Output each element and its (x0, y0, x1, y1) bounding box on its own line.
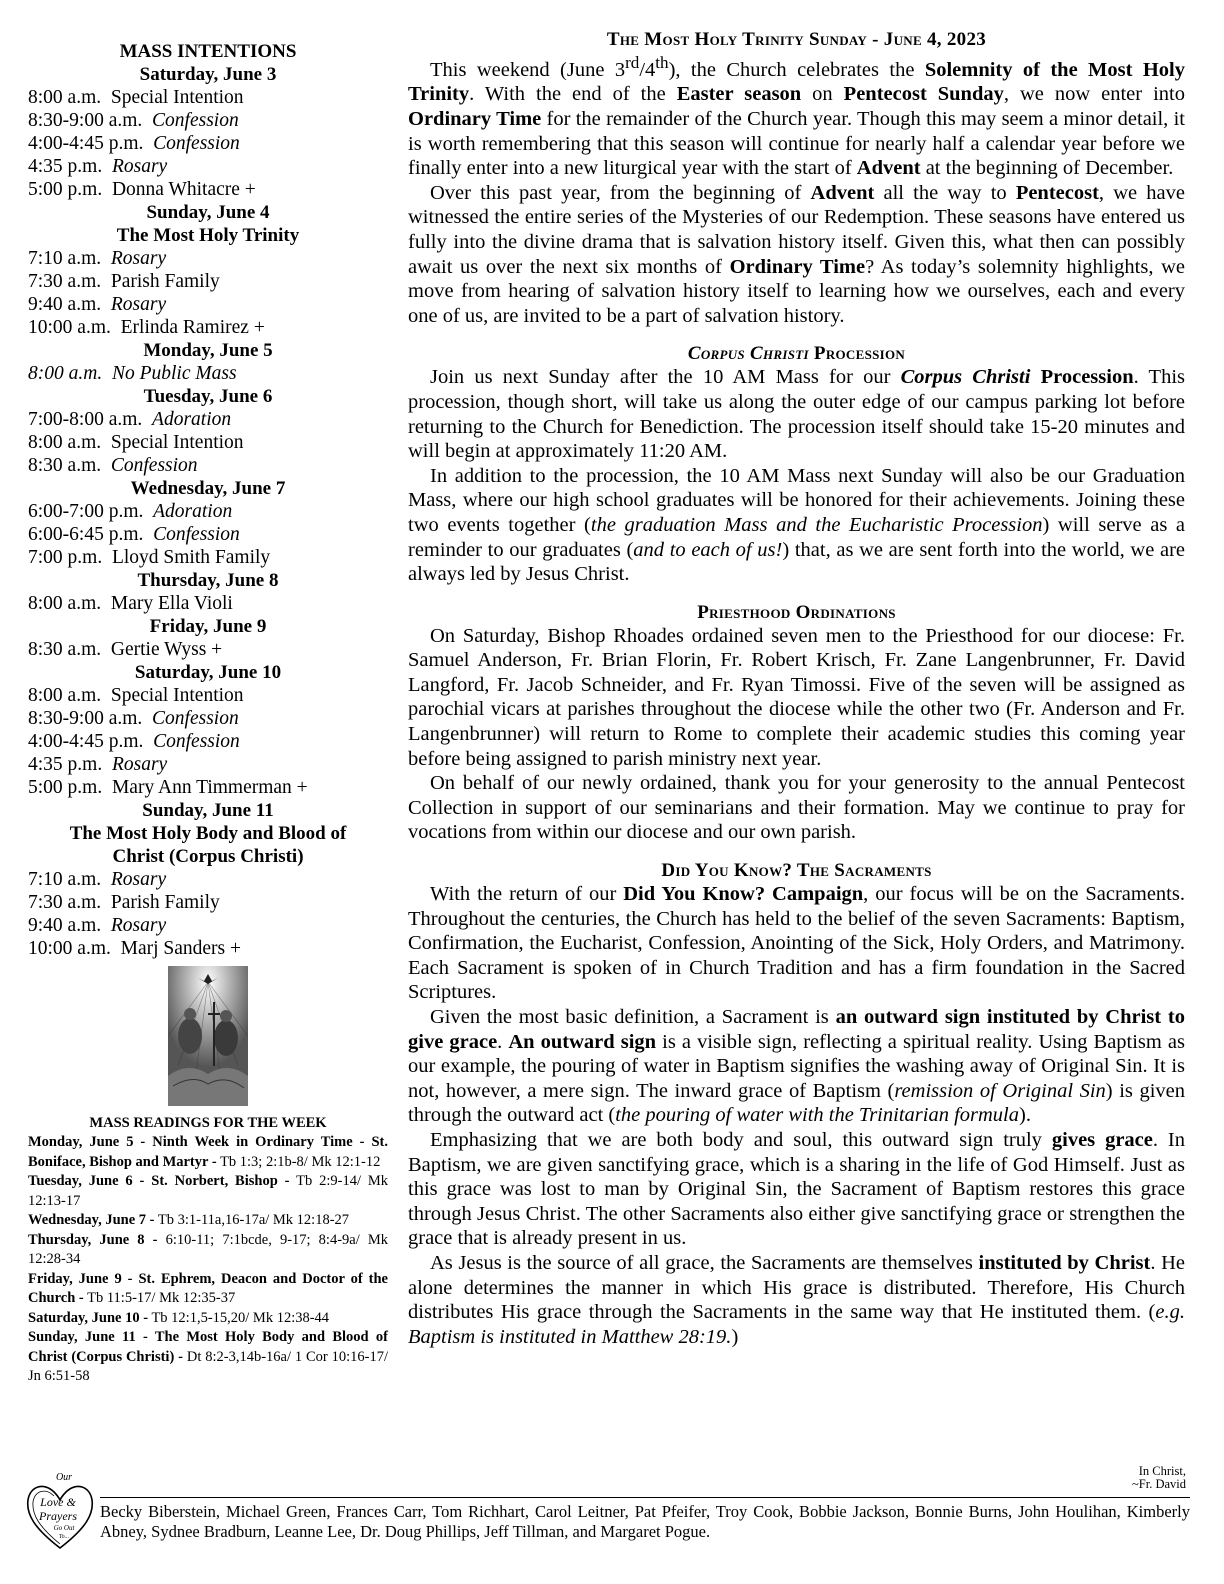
text-run: On behalf of our newly ordained, thank you for your generosity to the annual Pentecost Collection in support of our seminarians and their formation. May we continue to pray for vocations from within our diocese and our own parish. (408, 772, 1185, 844)
reading-day: Wednesday, June 7 - (28, 1212, 155, 1228)
intention-time: 7:10 a.m. (28, 869, 102, 890)
intention-text: Confession (152, 110, 239, 131)
intention-text: Confession (153, 731, 240, 752)
intention-time: 8:00 a.m. (28, 432, 102, 453)
text-run: /4 (639, 58, 656, 81)
logo-word-2: Love & (40, 1495, 76, 1509)
intention-text: Mary Ella Violi (110, 593, 233, 614)
intention-entry (28, 86, 388, 109)
day-heading: Monday, June 5 (143, 340, 273, 361)
text-run: ). (1019, 1104, 1031, 1127)
paragraph (408, 464, 1185, 587)
intention-text: Special Intention (110, 432, 244, 453)
intention-time: 8:30-9:00 a.m. (28, 708, 143, 729)
bold-text: An outward sign (508, 1030, 657, 1053)
left-column (28, 40, 388, 1387)
intention-entry (28, 937, 388, 960)
text-run: all the way to (874, 181, 1016, 204)
day-heading: Saturday, June 10 (134, 662, 282, 683)
text-run: On Saturday, Bishop Rhoades ordained seven men to the Priesthood for our diocese: Fr. Samuel Anderson, Fr. Brian Florin, Fr. Robert Krisch, Fr. Zane Langenbrunner, Fr. David Langford, Fr. Jacob Schneider, and Fr. Ryan Timossi. Five of the seven will be assigned as parochial vicars at parishes throughout the diocese while the other two (Fr. Anderson and Fr. Langenbrunner) will return to Rome to complete their academic studies this coming year before being assigned to parish ministry next year. (408, 624, 1185, 770)
intention-entry (28, 155, 388, 178)
intention-text: Special Intention (110, 685, 244, 706)
intention-time: 9:40 a.m. (28, 915, 102, 936)
intention-text: Parish Family (110, 892, 220, 913)
paragraph (408, 771, 1185, 845)
text-run: on (801, 83, 844, 106)
section-heading: Did You Know? The Sacraments (661, 860, 932, 882)
reading-item (28, 1231, 388, 1270)
signature-name: ~Fr. David (1132, 1477, 1186, 1491)
text-run: ) will serve as a reminder to our graduates ( (408, 513, 1185, 561)
reading-item (28, 1309, 388, 1329)
logo-word-1: Our (55, 1472, 73, 1483)
day-heading: Friday, June 9 (149, 616, 267, 637)
intention-time: 8:00 a.m. (28, 685, 102, 706)
reading-refs: Tb 11:5-17/ Mk 12:35-37 (87, 1290, 236, 1306)
italic-text: Corpus Christi (687, 343, 809, 365)
day-heading: Christ (Corpus Christi) (112, 846, 304, 867)
text-run: ? As today’s solemnity highlights, we move from hearing of salvation history itself to learning how we ourselves, each and every one of us, are invited to be a part of salvation history. (408, 255, 1185, 327)
mass-intentions-list (28, 63, 388, 960)
reading-refs: Dt 8:2-3,14b-16a/ 1 Cor 10:16-17/ Jn 6:51-58 (28, 1348, 389, 1384)
paragraph (408, 181, 1185, 329)
reading-item (28, 1328, 388, 1387)
intention-time: 10:00 a.m. (28, 317, 111, 338)
intention-entry (28, 408, 388, 431)
mass-intentions-title: MASS INTENTIONS (119, 41, 297, 62)
intention-text: Rosary (110, 915, 167, 936)
paragraph (408, 624, 1185, 772)
italic-text: e.g. Baptism is instituted in Matthew 28:19. (408, 1301, 1185, 1348)
text-run: ) is given through the outward act ( (408, 1079, 1185, 1127)
paragraph (408, 51, 1185, 181)
intention-entry (28, 914, 388, 937)
reading-item (28, 1211, 388, 1231)
text-run: at the beginning of December. (920, 157, 1174, 180)
intention-time: 8:00 a.m. (28, 87, 102, 108)
bold-text: Did You Know? Campaign (623, 883, 864, 906)
italic-text: remission of Original Sin (894, 1079, 1106, 1102)
intention-time: 8:30-9:00 a.m. (28, 110, 143, 131)
text-run: , our focus will be on the Sacraments. Throughout the centuries, the Church has held to the belief of the seven Sacraments: Baptism, Confirmation, the Eucharist, Confession, Anointing of the Sick, Holy Orders, and Matrimony. Each Sacrament is spoken of in Church Tradition and has a firm foundation in the Sacred Scriptures. (408, 883, 1185, 1004)
readings-title: MASS READINGS FOR THE WEEK (89, 1115, 327, 1131)
intention-time: 6:00-7:00 p.m. (28, 501, 144, 522)
bold-text: Pentecost Sunday (843, 83, 1004, 106)
reading-refs: Tb 3:1-11a,16-17a/ Mk 12:18-27 (157, 1212, 350, 1228)
bold-text: Advent (810, 181, 875, 204)
intention-text: Rosary (110, 294, 167, 315)
intention-time: 5:00 p.m. (28, 777, 103, 798)
intention-entry (28, 707, 388, 730)
intention-time: 8:00 a.m. (28, 593, 102, 614)
reading-day: Thursday, June 8 - (28, 1231, 158, 1248)
intention-time: 7:10 a.m. (28, 248, 102, 269)
intention-entry (28, 362, 388, 385)
paragraph (408, 1251, 1185, 1349)
bold-text: Easter season (676, 83, 802, 106)
text-run: . He alone determines the manner in which His grace is distributed. Therefore, His Church distributes His grace through the Sacraments in the same way that He instituted them. ( (408, 1251, 1186, 1324)
intention-entry (28, 247, 388, 270)
text-run: , we have witnessed the entire series of the Mysteries of our Redemption. These seasons have entered us fully into the divine drama that is salvation history itself. Given this, what then can possibly await us over the next six months of (408, 181, 1185, 278)
text-run: With the return of our (430, 883, 624, 906)
intention-entry (28, 753, 388, 776)
intention-entry (28, 546, 388, 569)
intention-entry (28, 431, 388, 454)
superscript: th (655, 53, 669, 72)
intention-entry (28, 684, 388, 707)
bold-text: an outward sign instituted by Christ to give grace (408, 1006, 1185, 1053)
bold-text: Ordinary Time (729, 255, 866, 278)
section-heading: Priesthood Ordinations (697, 601, 896, 623)
bold-text: Ordinary Time (408, 108, 542, 131)
reading-day: Saturday, June 10 - (28, 1309, 149, 1326)
prayer-list: Becky Biberstein, Michael Green, Frances Carr, Tom Richhart, Carol Leitner, Pat Pfeifer, Troy Cook, Bobbie Jackson, Bonnie Burns, John Houlihan, Kimberly Abney, Sydnee Bradburn, Leanne Lee, Dr. Doug Phillips, Jeff Tillman, and Margaret Pogue. (100, 1502, 1190, 1541)
intention-text: Rosary (111, 754, 168, 775)
logo-word-4: Go Out (53, 1524, 75, 1532)
intention-entry (28, 730, 388, 753)
reading-refs: Tb 2:9-14/ Mk 12:13-17 (28, 1173, 388, 1209)
intention-text: Rosary (110, 248, 167, 269)
reading-item (28, 1172, 388, 1211)
text-run: Given the most basic definition, a Sacrament is (430, 1006, 836, 1029)
day-heading: Sunday, June 4 (146, 202, 270, 223)
section-heading: The Most Holy Trinity Sunday - June 4, 2023 (606, 29, 987, 50)
intention-time: 5:00 p.m. (28, 179, 103, 200)
intention-text: Adoration (153, 501, 233, 522)
bold-text: instituted by Christ (978, 1251, 1151, 1274)
bold-text: gives grace (1051, 1128, 1153, 1151)
paragraph (408, 1005, 1185, 1128)
intention-text: Confession (153, 524, 240, 545)
intention-text: Erlinda Ramirez + (120, 317, 265, 338)
text-run: Join us next Sunday after the 10 AM Mass for our (430, 366, 901, 389)
intention-text: Special Intention (110, 87, 244, 108)
text-run: . (497, 1030, 509, 1053)
holy-trinity-engraving-icon (168, 966, 248, 1106)
paragraph (408, 365, 1185, 463)
intention-text: Confession (153, 133, 240, 154)
intention-text: Confession (110, 455, 198, 476)
intention-entry (28, 500, 388, 523)
day-heading: Thursday, June 8 (137, 570, 279, 591)
reading-day: Tuesday, June 6 - St. Norbert, Bishop - (28, 1173, 290, 1189)
intention-time: 6:00-6:45 p.m. (28, 524, 144, 545)
readings-list (28, 1133, 388, 1387)
intention-entry (28, 109, 388, 132)
reading-refs: Tb 1:3; 2:1b-8/ Mk 12:1-12 (220, 1153, 381, 1170)
text-run: is a visible sign, reflecting a spiritual reality. Using Baptism as our example, the pouring of water in Baptism signifies the washing away of Original Sin. It is not, however, a mere sign. The inward grace of Baptism ( (408, 1030, 1186, 1102)
italic-text: and to each of us! (633, 538, 783, 561)
intention-text: Adoration (152, 409, 232, 430)
intention-entry (28, 868, 388, 891)
day-heading: Sunday, June 11 (142, 800, 274, 821)
intention-entry (28, 132, 388, 155)
intention-entry (28, 776, 388, 799)
reading-refs: 6:10-11; 7:1bcde, 9-17; 8:4-9a/ Mk 12:28-34 (28, 1231, 388, 1267)
text-run: . This procession, though short, will take us along the outer edge of our campus parking lot before returning to the Church for Benediction. The procession itself should take 15-20 minutes and will begin at approximately 11:20 AM. (408, 366, 1185, 463)
text-run: ), the Church celebrates the (668, 58, 925, 81)
text-run: Emphasizing that we are both body and soul, this outward sign truly (430, 1128, 1052, 1151)
text-run: Over this past year, from the beginning of (430, 181, 811, 204)
superscript: rd (625, 53, 640, 72)
intention-entry (28, 891, 388, 914)
text-run: In addition to the procession, the 10 AM Mass next Sunday will also be our Graduation Mass, where our high school graduates will be honored for their achievements. Joining these two events together ( (408, 464, 1185, 536)
reading-day: Friday, June 9 - St. Ephrem, Deacon and Doctor of the Church - (28, 1270, 388, 1306)
text-run: ) (731, 1325, 739, 1348)
prayer-heart-logo (24, 1470, 96, 1554)
day-heading: The Most Holy Trinity (116, 225, 300, 246)
signature (1132, 1465, 1186, 1491)
text-run: , we now enter into (1003, 83, 1185, 106)
intention-text: Gertie Wyss + (110, 639, 223, 660)
text-run: As Jesus is the source of all grace, the Sacraments are themselves (430, 1251, 979, 1274)
intention-time: 7:30 a.m. (28, 271, 102, 292)
intention-time: 4:35 p.m. (28, 156, 103, 177)
intention-time: 4:00-4:45 p.m. (28, 133, 144, 154)
intention-entry (28, 316, 388, 339)
day-heading: The Most Holy Body and Blood of (69, 823, 347, 844)
paragraph (408, 882, 1185, 1005)
text-run: This weekend (June 3 (430, 58, 626, 81)
intention-entry (28, 270, 388, 293)
intention-entry (28, 592, 388, 615)
intention-entry (28, 293, 388, 316)
logo-word-3: Prayers (39, 1509, 77, 1523)
intention-text: Rosary (110, 869, 167, 890)
intention-time: 8:00 a.m. (28, 363, 103, 384)
intention-text: No Public Mass (111, 363, 237, 384)
intention-time: 7:00-8:00 a.m. (28, 409, 143, 430)
reading-day: Monday, June 5 - Ninth Week in Ordinary Time - St. Boniface, Bishop and Martyr - (28, 1134, 388, 1170)
bold-text: Procession (1030, 366, 1134, 389)
intention-text: Marj Sanders + (120, 938, 242, 959)
footer-divider (100, 1497, 1190, 1498)
italic-text: the pouring of water with the Trinitarian formula (615, 1104, 1019, 1127)
intention-time: 4:35 p.m. (28, 754, 103, 775)
intention-text: Parish Family (110, 271, 220, 292)
italic-text: the graduation Mass and the Eucharistic Procession (590, 513, 1043, 536)
intention-time: 4:00-4:45 p.m. (28, 731, 144, 752)
intention-text: Donna Whitacre + (111, 179, 256, 200)
bold-text: Pentecost (1015, 181, 1099, 204)
signature-closing: In Christ, (1138, 1464, 1186, 1478)
paragraph (408, 1128, 1185, 1251)
bold-text: Advent (856, 157, 921, 180)
day-heading: Tuesday, June 6 (143, 386, 273, 407)
right-column (408, 28, 1185, 1349)
reading-refs: Tb 12:1,5-15,20/ Mk 12:38-44 (151, 1309, 330, 1326)
bold-italic-text: Corpus Christi (900, 366, 1031, 389)
text-run: Procession (808, 343, 906, 365)
intention-entry (28, 178, 388, 201)
section-heading (408, 342, 1185, 365)
logo-word-5: To... (58, 1534, 70, 1540)
intention-time: 8:30 a.m. (28, 639, 102, 660)
intention-entry (28, 523, 388, 546)
intention-text: Mary Ann Timmerman + (111, 777, 308, 798)
intention-time: 9:40 a.m. (28, 294, 102, 315)
intention-time: 8:30 a.m. (28, 455, 102, 476)
intention-time: 7:00 p.m. (28, 547, 103, 568)
intention-text: Lloyd Smith Family (111, 547, 271, 568)
intention-entry (28, 454, 388, 477)
bold-text: Solemnity of the Most Holy Trinity (408, 58, 1185, 106)
text-run: . In Baptism, we are given sanctifying grace, which is a sharing in the life of God Himself. Just as this grace was lost to man by Original Sin, the Sacrament of Baptism restores this grace through Jesus Christ. The other Sacraments also either give sanctifying grace or strengthen the grace that is already present in us. (408, 1128, 1186, 1250)
reading-item (28, 1270, 388, 1309)
day-heading: Saturday, June 3 (139, 64, 277, 85)
text-run: ) that, as we are sent forth into the world, we are always led by Jesus Christ. (408, 538, 1185, 586)
intention-time: 10:00 a.m. (28, 938, 111, 959)
day-heading: Wednesday, June 7 (130, 478, 286, 499)
text-run: . With the end of the (469, 83, 677, 106)
intention-text: Confession (152, 708, 239, 729)
intention-text: Rosary (111, 156, 168, 177)
intention-time: 7:30 a.m. (28, 892, 102, 913)
reading-day: Sunday, June 11 - The Most Holy Body and Blood of Christ (Corpus Christi) - (28, 1329, 388, 1365)
text-run: for the remainder of the Church year. Though this may seem a minor detail, it is worth remembering that this season will continue for nearly half a calendar year before we finally enter into a new liturgical year with the start of (408, 108, 1185, 180)
intention-entry (28, 638, 388, 661)
reading-item (28, 1133, 388, 1172)
